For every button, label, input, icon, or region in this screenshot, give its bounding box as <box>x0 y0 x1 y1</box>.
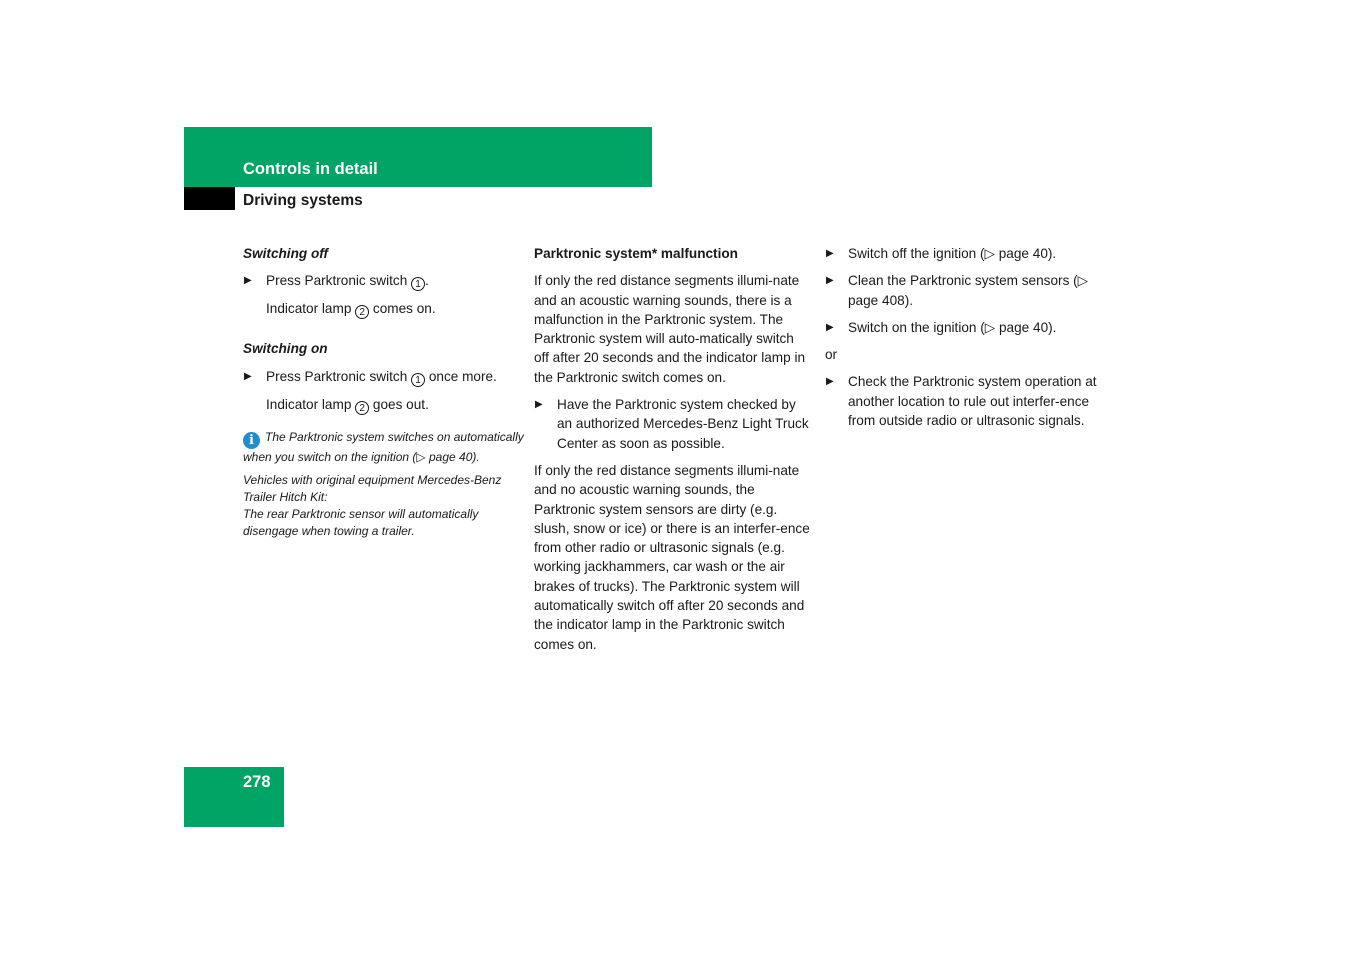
malfunction-heading: Parktronic system* malfunction <box>534 246 738 261</box>
malfunction-step: ▶ Have the Parktronic system checked by an authorized Mercedes-Benz Light Truck Center as soon as possible. <box>535 397 809 451</box>
bullet-icon: ▶ <box>826 275 834 287</box>
switching-on-result: Indicator lamp 2 goes out. <box>266 396 429 414</box>
bullet-icon: ▶ <box>826 376 834 388</box>
switch-number-badge: 1 <box>411 373 425 387</box>
bullet-icon: ▶ <box>826 321 834 333</box>
trailer-note-condition: Vehicles with original equipment Mercedes-Benz Trailer Hitch Kit: <box>243 472 502 504</box>
switching-on-heading: Switching on <box>243 341 328 357</box>
chapter-title: Controls in detail <box>243 160 378 178</box>
trailer-note-text: The rear Parktronic sensor will automatically disengage when towing a trailer. <box>243 506 479 538</box>
info-note: i The Parktronic system switches on automatically when you switch on the ignition (▷ page 40). <box>243 429 524 464</box>
step-clean-sensors: ▶ Clean the Parktronic system sensors (▷ page 408). <box>826 273 1089 308</box>
column-left <box>243 244 525 540</box>
switching-off-heading: Switching off <box>243 246 329 261</box>
bullet-icon: ▶ <box>244 275 252 287</box>
switching-on-step: ▶ Press Parktronic switch 1 once more. <box>244 368 497 386</box>
lamp-number-badge: 2 <box>355 305 369 319</box>
section-marker <box>184 187 235 210</box>
malfunction-paragraph-2: If only the red distance segments illumi-nate and no acoustic warning sounds, the Parktronic system sensors are dirty (e.g. slush, snow or ice) or there is an interfer-ence from other radio or ultrasonic signals (e.g. working jackhammers, car wash or the air brakes of trucks). The Parktronic system will automatically switch off after 20 seconds and the indicator lamp in the Parktronic switch comes on. <box>534 462 810 652</box>
info-icon: i <box>243 432 260 449</box>
step-ignition-off: ▶ Switch off the ignition (▷ page 40). <box>825 244 1110 263</box>
bullet-icon: ▶ <box>535 399 543 411</box>
page-number: 278 <box>243 773 271 791</box>
column-right <box>825 244 1110 430</box>
bullet-icon: ▶ <box>826 248 834 259</box>
malfunction-paragraph-1: If only the red distance segments illumi-nate and an acoustic warning sounds, there is a malfunction in the Parktronic system. The Parktronic system will auto-matically switch off after 20 seconds and the indicator lamp in the Parktronic switch comes on. <box>534 273 806 385</box>
or-separator: or <box>825 347 838 363</box>
section-title: Driving systems <box>243 192 363 209</box>
switching-off-step: ▶ Press Parktronic switch 1 . <box>244 273 429 291</box>
column-middle <box>534 244 812 654</box>
switch-number-badge: 1 <box>411 277 425 291</box>
step-ignition-on: ▶ Switch on the ignition (▷ page 40). <box>825 318 1110 337</box>
step-check-location: ▶ Check the Parktronic system operation at another location to rule out interfer-ence from outside radio or ultrasonic signals. <box>826 374 1097 429</box>
bullet-icon: ▶ <box>244 370 252 382</box>
lamp-number-badge: 2 <box>355 401 369 415</box>
switching-off-result: Indicator lamp 2 comes on. <box>266 301 436 319</box>
